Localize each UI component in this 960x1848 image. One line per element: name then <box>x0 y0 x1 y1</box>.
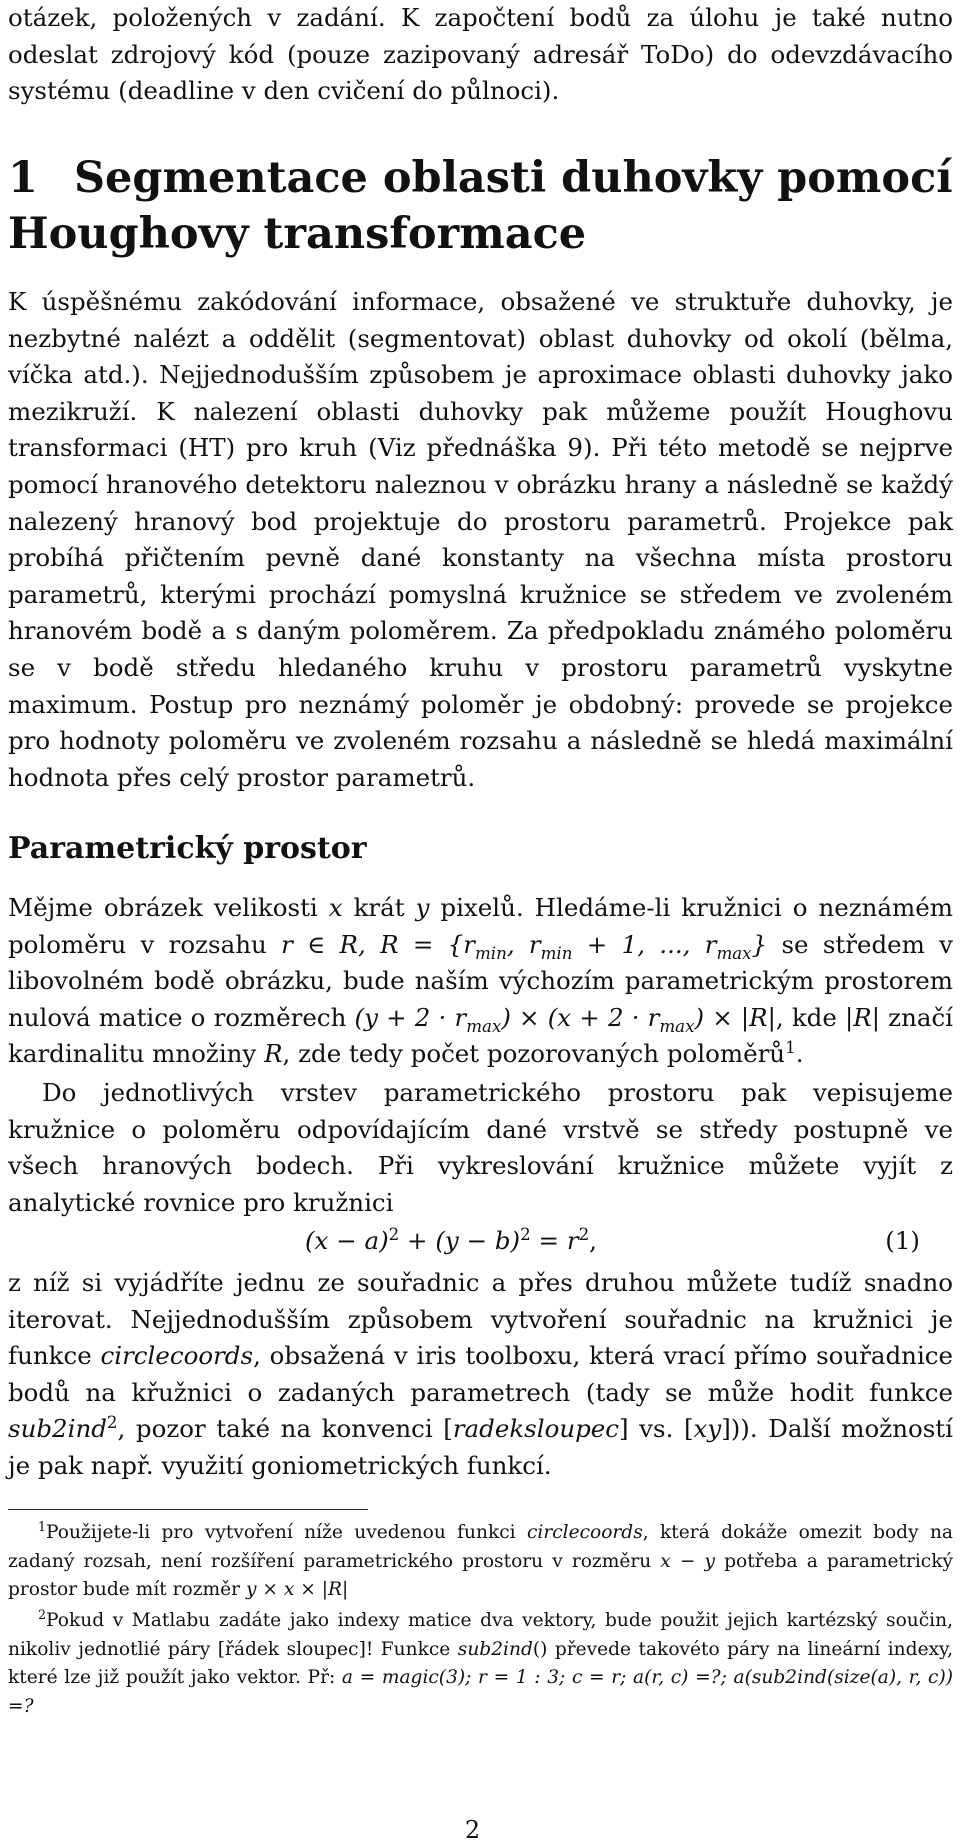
footnote-ref-1: 1 <box>785 1038 796 1058</box>
subsection-heading: Parametrický prostor <box>8 831 367 866</box>
footnote-1: $^1$Použijete-li pro vytvoření níže uvedenou funkci circlecoords, která dokáže omezit body na zadaný rozsah, není rozšíření parametrického prostoru v rozměru x − y potřeba a parametrický prostor bude mít rozměr y × x × |R| <box>8 1518 954 1600</box>
intro-paragraph-tail: otázek, položených v zadání. K započtení bodů za úlohu je také nutno odeslat zdrojový kód (pouze zazipovaný adresář ToDo) do odevzdávacího systému (deadline v den cvičení do půlnoci). <box>8 3 953 106</box>
footnote-separator <box>8 1509 368 1510</box>
circlecoords-paragraph: z níž si vyjádříte jednu ze souřadnic a přes druhou můžete tudíž snadno iterovat. Nejjednodušším způsobem vytvoření souřadnic na kružnici je funkce circlecoords, obsažená v iris toolboxu, která vrací přímo souřadnice bodů na křužnici o zadaných parametrech (tady se může hodit funkce sub2ind$^2$, pozor také na konvenci [radeksloupec] vs. [xy])). Další možností je pak např. využití goniometrických funkcí. <box>8 1268 954 1480</box>
section-number: 1 <box>8 153 38 203</box>
footnote-2: $^2$Pokud v Matlabu zadáte jako indexy matice dva vektory, bude použit jejich kartézský součin, nikoliv jednotlié páry [řádek sloupec]! Funkce sub2ind() převede takovéto páry na lineární indexy, které lze již použít jako vektor. Př: a = magic(3); r = 1 : 3; c = r; a(r, c) =?; a(sub2ind(size(a), r, c)) =? <box>8 1606 953 1717</box>
footnote-ref-2: 2 <box>106 1413 118 1433</box>
section-title: Segmentace oblasti duhovky pomocí Houghovy transformace <box>8 153 953 259</box>
section-paragraph: K úspěšnému zakódování informace, obsažené ve struktuře duhovky, je nezbytné nalézt a oddělit (segmentovat) oblast duhovky od okolí (bělma, víčka atd.). Nejjednodušším způsobem je aproximace oblasti duhovky jako mezikruží. K nalezení oblasti duhovky pak můžeme použít Houghovu transformaci (HT) pro kruh (Viz přednáška 9). Při této metodě se nejprve pomocí hranového detektoru naleznou v obrázku hrany a následně se každý nalezený hranový bod projektuje do prostoru parametrů. Projekce pak probíhá přičtením pevně dané konstanty na všechna místa prostoru parametrů, kterými prochází pomyslná kružnice se středem ve zvoleném hranovém bodě a s daným poloměrem. Za předpokladu známého poloměru se v bodě středu hledaného kruhu v prostoru parametrů vyskytne maximum. Postup pro neznámý poloměr je obdobný: provede se projekce pro hodnoty poloměru ve zvoleném rozsahu a následně se hledá maximální hodnota přes celý prostor parametrů. <box>8 287 953 792</box>
page-number: 2 <box>464 1816 481 1844</box>
section-heading <box>8 150 953 262</box>
equation-number: (1) <box>885 1226 920 1255</box>
circle-equation: $(x - a)^2 + (y - b)^2 = r^2$, <box>305 1224 597 1255</box>
parametric-space-paragraph: Mějme obrázek velikosti x krát y pixelů. Hledáme-li kružnici o neznámém poloměru v rozsahu r ∈ R, $R = \{r_{min}$, $r_{min} + 1$, ..., $r_{max}$} se středem v libovolném bodě obrázku, bude naším výchozím parametrickým prostorem nulová matice o rozměrech $(y + 2 \cdot r_{max}) \times (x + 2 \cdot r_{max}) \times |R|$, kde |R| značí kardinalitu množiny R, zde tedy počet pozorovaných poloměrů$^1$. <box>8 893 954 1069</box>
layers-paragraph: Do jednotlivých vrstev parametrického prostoru pak vepisujeme kružnice o poloměru odpovídajícím dané vrstvě se středy postupně ve všech hranových bodech. Při vykreslování kružnice můžete vyjít z analytické rovnice pro kružnici <box>8 1078 953 1217</box>
